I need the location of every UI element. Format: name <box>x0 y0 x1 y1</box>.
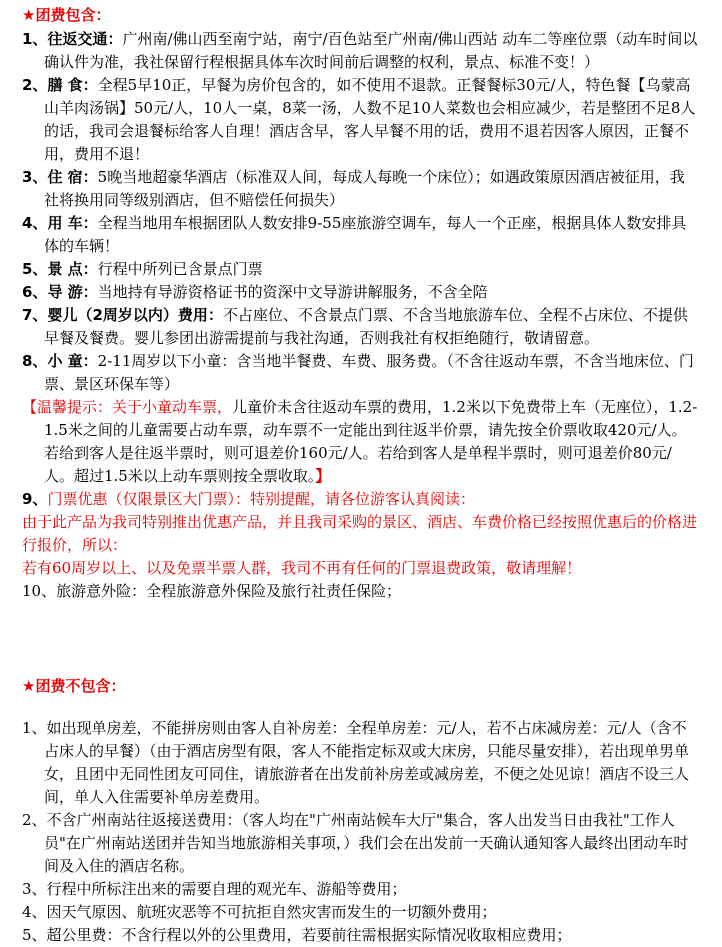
excluded-item: 5、超公里费：不含行程以外的公里费用，若要前往需根据实际情况收取相应费用； <box>22 926 572 944</box>
excluded-item: 4、因天气原因、航班灾恶等不可抗拒自然灾害而发生的一切额外费用； <box>22 903 497 921</box>
child-ticket-notice: 【温馨提示：关于小童动车票，儿童价未含往返动车票的费用，1.2米以下免费带上车（无座位），1.2-1.5米之间的儿童需要占动车票，动车票不一定能出到往返半价票，请先按全价票收取420元/人。若给到客人是往返半票时，则可退差价160元/人。若给到客人是单程半票时，则可退差价80元/人。超过1.5米以上动车票则按全票收取。】 <box>22 398 698 485</box>
excluded-item: 1、如出现单房差，不能拼房则由客人自补房差：全程单房差：元/人，若不占床减房差：元/人（含不占床人的早餐）（由于酒店房型有限，客人不能指定标双或大床房，只能尽量安排），若出现单男单女，且团中无同性团友可同住，请旅游者在出发前补房差或减房差，不便之处见谅！酒店不设三人间，单人入住需要补单房差费用。 <box>22 719 690 806</box>
included-item: 4、用 车：全程当地用车根据团队人数安排9-55座旅游空调车，每人一个正座，根据具体人数安排具体的车辆！ <box>22 214 687 255</box>
included-item: 7、婴儿（2周岁以内）费用：不占座位、不含景点门票、不含当地旅游车位、全程不占床位、不提供早餐及餐费。婴儿参团出游需提前与我社沟通，否则我社有权拒绝随行，敬请留意。 <box>22 306 688 347</box>
insurance-item: 10、旅游意外险：全程旅游意外保险及旅行社责任保险； <box>22 582 402 600</box>
senior-note: 若有60周岁以上、以及免票半票人群，我司不再有任何的门票退费政策，敬请理解！ <box>22 559 582 577</box>
included-section-title: ★团费包含： <box>22 6 111 24</box>
ticket-discount-item: 9、门票优惠（仅限景区大门票）：特别提醒，请各位游客认真阅读： <box>22 490 475 508</box>
included-item: 2、膳 食：全程5早10正，早餐为房价包含的，如不使用不退款。正餐餐标30元/人，特色餐【乌蒙高山羊肉汤锅】50元/人，10人一桌，8菜一汤，人数不足10人菜数也会相应减少，若是整团不足8人的话，我司会退餐标给客人自理！酒店含早，客人早餐不用的话，费用不退若因客人原因，正餐不用，费用不退！ <box>22 76 696 163</box>
excluded-section-title: ★团费不包含： <box>22 677 126 695</box>
excluded-item: 3、行程中所标注出来的需要自理的观光车、游船等费用； <box>22 880 407 898</box>
included-item: 8、小 童：2-11周岁以下小童：含当地半餐费、车费、服务费。（不含往返动车票，不含当地床位、门票、景区环保车等） <box>22 352 694 393</box>
star-icon: ★ <box>22 677 36 695</box>
star-icon: ★ <box>22 6 36 24</box>
included-item: 5、景 点：行程中所列已含景点门票 <box>22 260 263 278</box>
document-page <box>22 4 698 947</box>
included-item: 3、住 宿：5晚当地超豪华酒店（标准双人间，每成人每晚一个床位）；如遇政策原因酒店被征用，我社将换用同等级别酒店，但不赔偿任何损失） <box>22 168 685 209</box>
included-list <box>22 28 698 396</box>
discount-note: 由于此产品为我司特别推出优惠产品，并且我司采购的景区、酒店、车费价格已经按照优惠后的价格进行报价，所以： <box>22 513 698 554</box>
included-item: 6、导 游：当地持有导游资格证书的资深中文导游讲解服务，不含全陪 <box>22 283 488 301</box>
excluded-item: 2、不含广州南站往返接送费用：（客人均在"广州南站候车大厅"集合，客人出发当日由我社"工作人员"在广州南站送团并告知当地旅游相关事项，）我们会在出发前一天确认通知客人最终出团动车时间及入住的酒店名称。 <box>22 811 689 875</box>
included-item: 1、往返交通：广州南/佛山西至南宁站，南宁/百色站至广州南/佛山西站 动车二等座位票（动车时间以确认件为准，我社保留行程根据具体车次时间前后调整的权利，景点、标准不变！） <box>22 30 698 71</box>
excluded-list <box>22 717 698 947</box>
